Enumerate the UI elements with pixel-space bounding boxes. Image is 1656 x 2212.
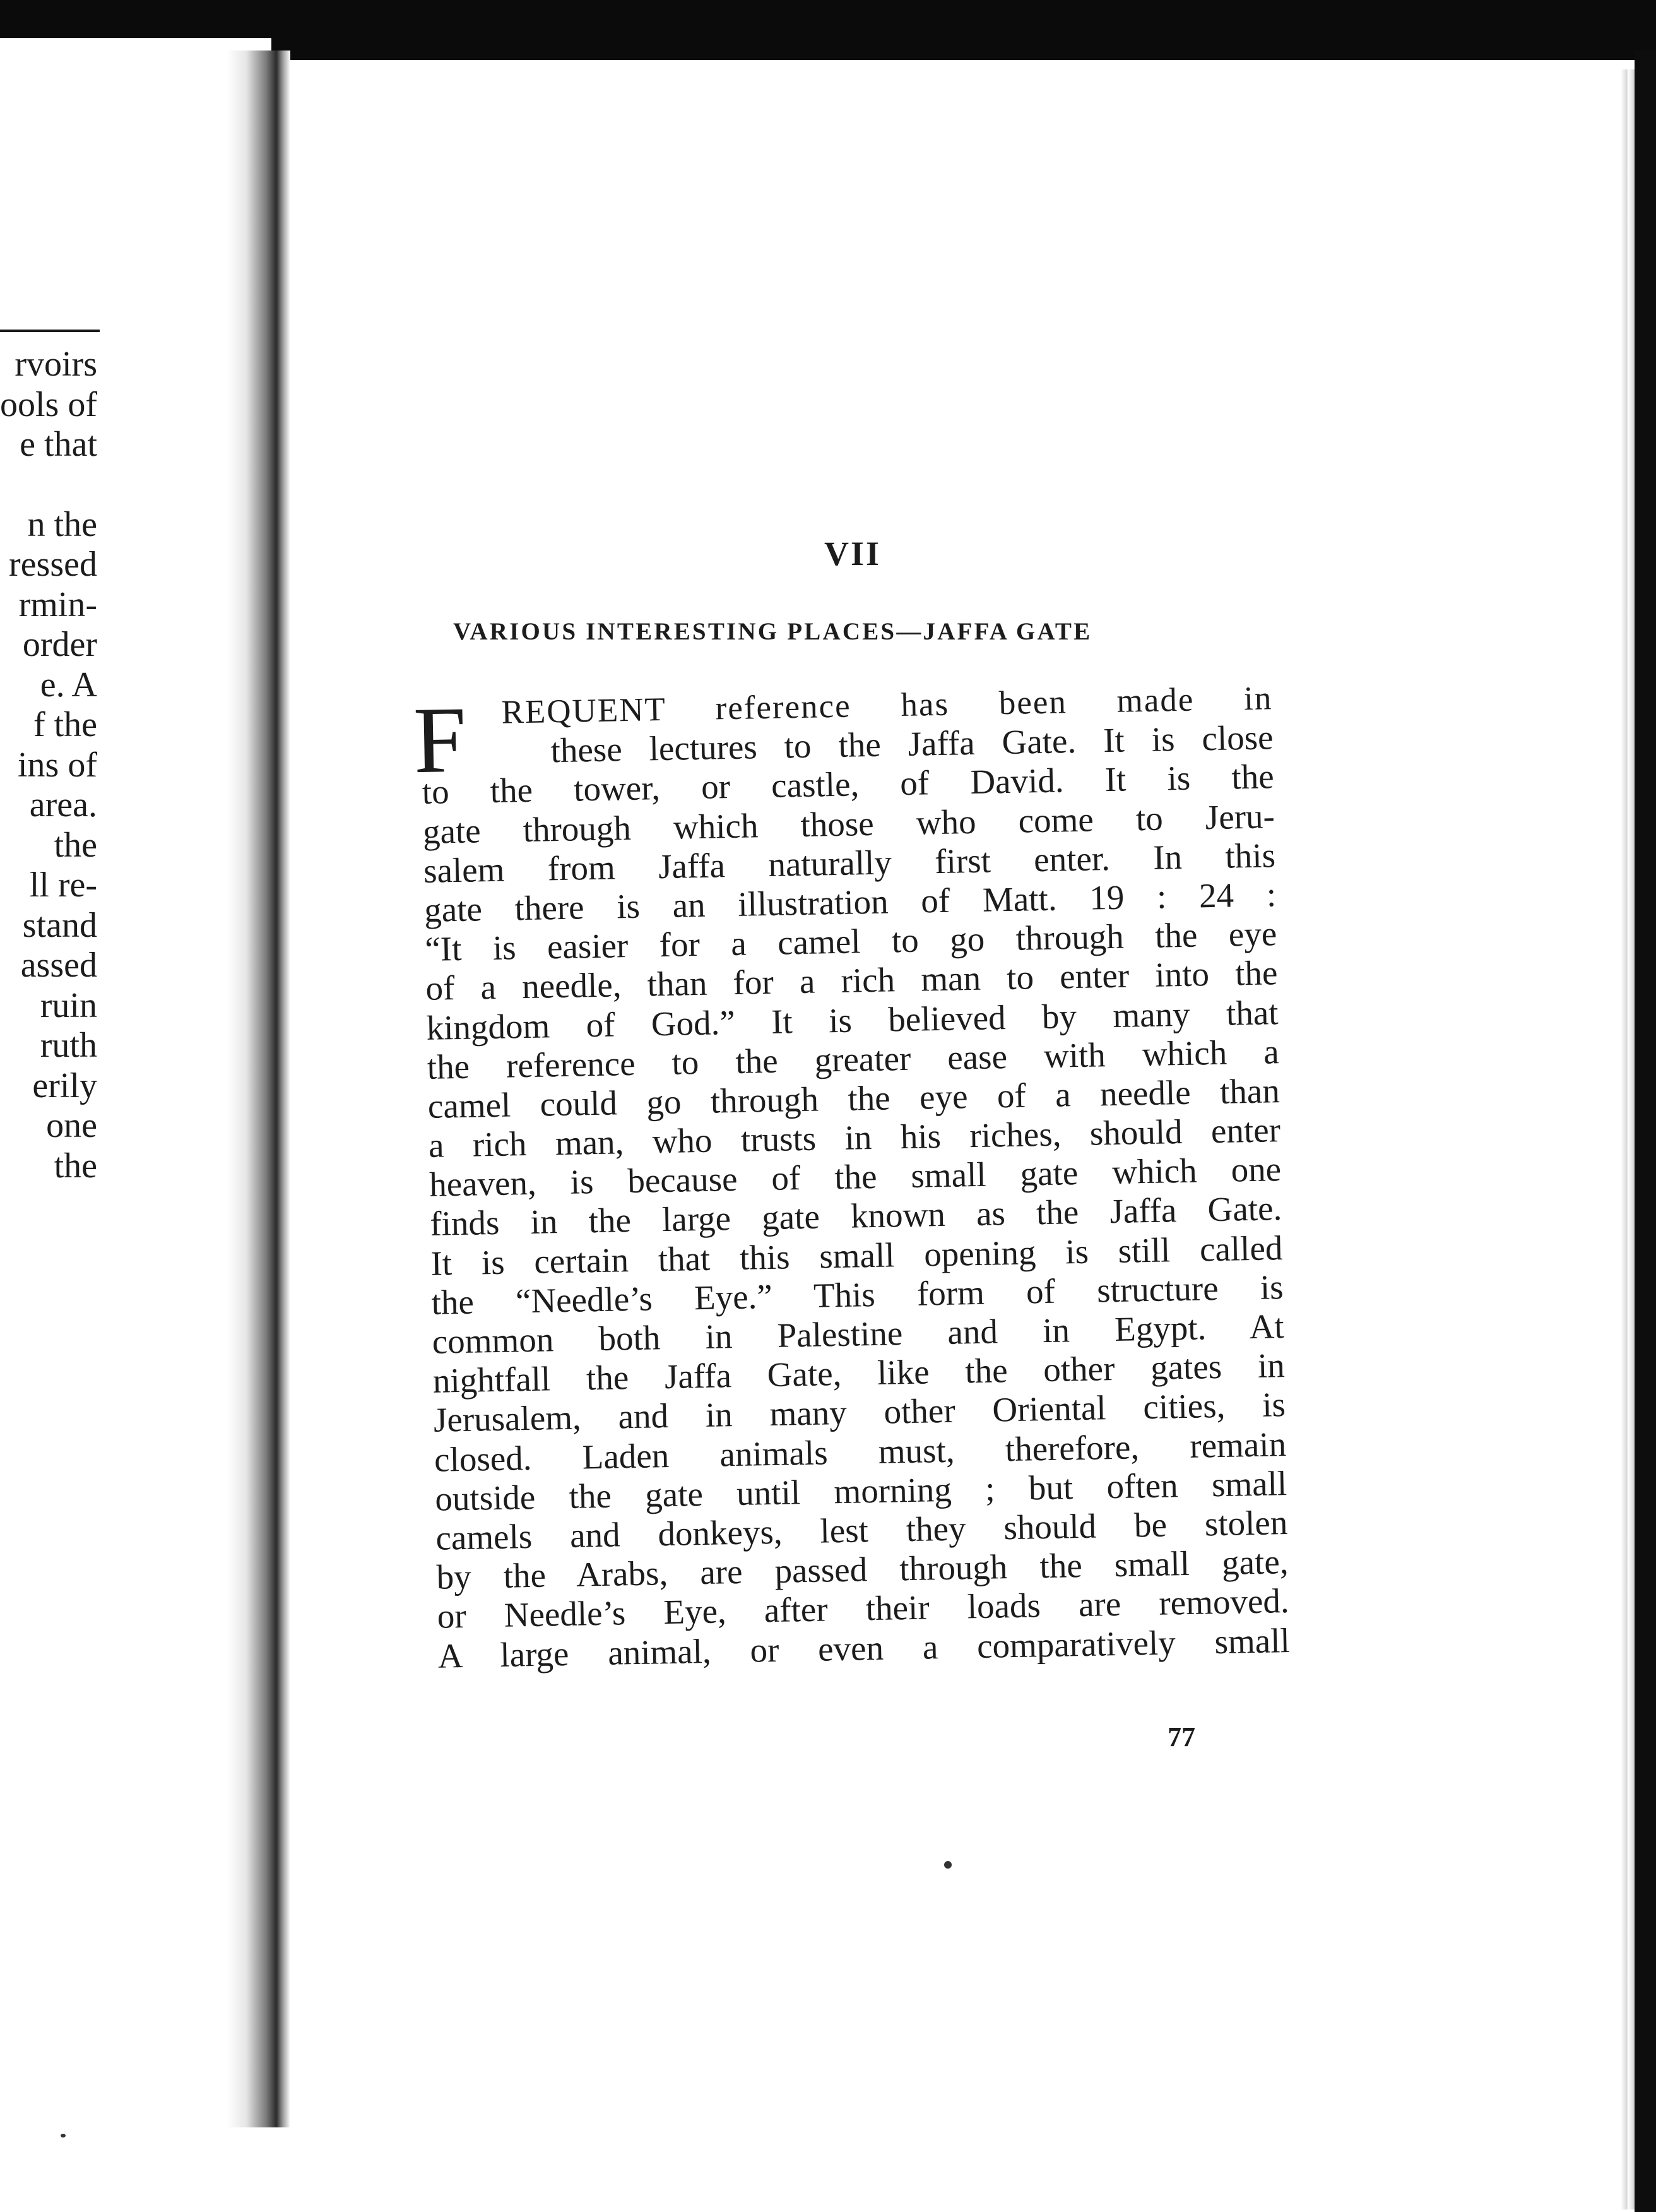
body-line: common both in Palestine and in Egypt. At <box>432 1307 1285 1361</box>
left-page-line: ruin <box>40 985 97 1025</box>
left-page-text <box>0 345 97 1186</box>
left-page-line: rmin- <box>18 585 97 624</box>
left-page-line: rvoirs <box>15 345 97 384</box>
book-gutter <box>227 51 290 2127</box>
body-line: or Needle’s Eye, after their loads are removed. <box>437 1581 1290 1636</box>
body-line: by the Arabs, are passed through the small gate, <box>436 1542 1289 1597</box>
body-line: outside the gate until morning ; but often small <box>434 1463 1287 1518</box>
page-edge-shadow <box>1621 69 1635 2209</box>
body-line: “It is easier for a camel to go through the eye <box>424 914 1277 969</box>
left-page-line: ll re- <box>29 865 97 905</box>
body-line: to the tower, or castle, of David. It is the <box>422 757 1275 812</box>
body-line: the “Needle’s Eye.” This form of structure is <box>431 1267 1284 1322</box>
body-text <box>412 679 1291 1675</box>
body-line: heaven, is because of the small gate which one <box>429 1150 1282 1204</box>
left-page-line: ruth <box>40 1026 97 1065</box>
body-line: closed. Laden animals must, therefore, remain <box>434 1424 1287 1479</box>
body-line: a rich man, who trusts in his riches, should enter <box>428 1110 1281 1165</box>
body-line-first: REQUENT reference has been made in <box>501 680 1273 731</box>
page-number: 77 <box>1168 1721 1195 1752</box>
left-page-line: stand <box>22 905 97 945</box>
scan-speck <box>944 1861 952 1869</box>
left-page-line: ools of <box>0 384 97 424</box>
body-line: A large animal, or even a comparatively small <box>437 1620 1291 1675</box>
left-page-line: ressed <box>9 545 97 584</box>
left-page-line: assed <box>20 946 97 985</box>
left-page-line: one <box>46 1106 97 1145</box>
scan-speck <box>61 2134 66 2138</box>
left-page-line: ins of <box>18 745 97 785</box>
chapter-title: VARIOUS INTERESTING PLACES—JAFFA GATE <box>453 618 1092 645</box>
left-page-line: the <box>54 825 97 865</box>
left-page-line: the <box>54 1146 97 1186</box>
left-page-line: f the <box>33 705 97 744</box>
scan-right-border <box>1635 51 1656 2212</box>
body-line: kingdom of God.” It is believed by many that <box>426 992 1279 1047</box>
body-line: the reference to the greater ease with which a <box>427 1032 1280 1086</box>
body-line: these lectures to the Jaffa Gate. It is close <box>550 718 1274 770</box>
body-line: camel could go through the eye of a needle than <box>427 1071 1280 1126</box>
body-line: Jerusalem, and in many other Oriental cities, is <box>433 1385 1286 1440</box>
left-page-line: area. <box>29 785 97 824</box>
left-page-rule <box>0 330 100 332</box>
left-page-line: e that <box>20 425 97 464</box>
left-page-line: erily <box>32 1066 97 1105</box>
body-line: gate through which those who come to Jeru- <box>422 796 1275 851</box>
body-line: gate there is an illustration of Matt. 19 : 24 : <box>423 875 1277 929</box>
left-page-line: e. A <box>40 665 97 705</box>
body-line: camels and donkeys, lest they should be stolen <box>435 1502 1288 1557</box>
drop-cap: F <box>412 687 468 794</box>
body-line: nightfall the Jaffa Gate, like the other gates in <box>432 1346 1286 1400</box>
left-page-line: n the <box>27 504 97 544</box>
body-line: It is certain that this small opening is still called <box>430 1228 1283 1283</box>
chapter-number: VII <box>824 535 882 573</box>
body-line: finds in the large gate known as the Jaffa Gate. <box>429 1189 1282 1244</box>
left-page-line: order <box>22 625 97 664</box>
body-line: of a needle, than for a rich man to enter into the <box>425 953 1278 1008</box>
left-page-line <box>0 465 97 505</box>
body-line: salem from Jaffa naturally first enter. In this <box>423 835 1276 890</box>
